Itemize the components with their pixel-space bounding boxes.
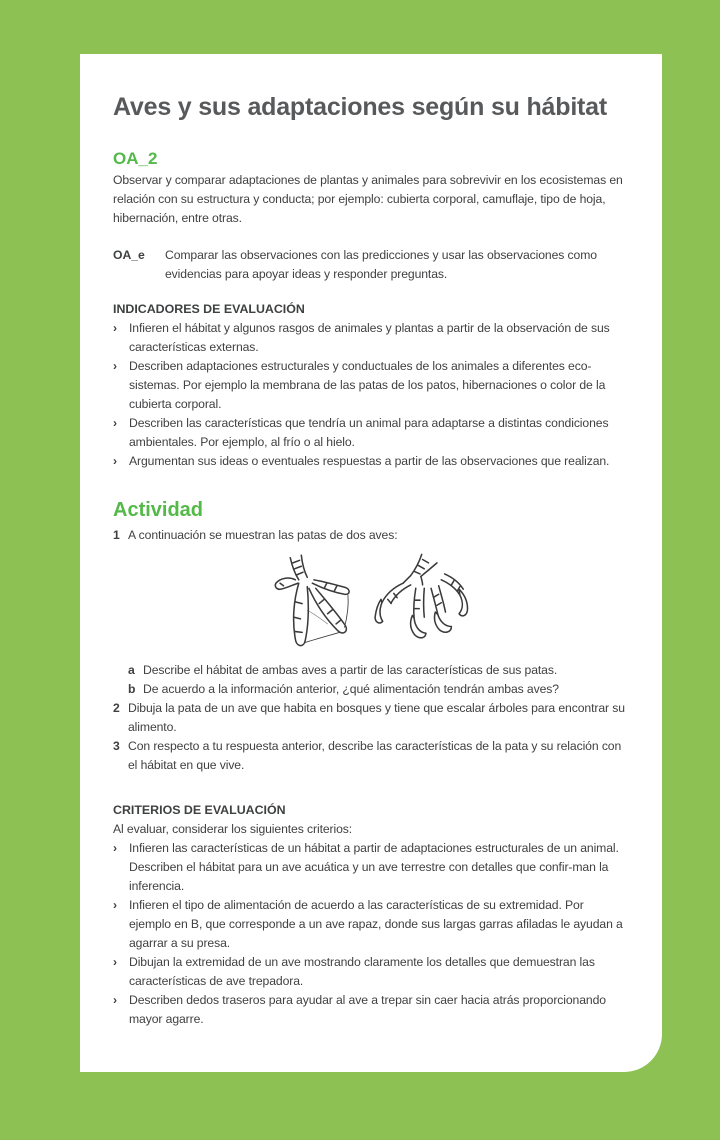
bird-feet-svg — [262, 551, 478, 657]
indicador-item — [113, 452, 626, 471]
actividad-subitem-b — [128, 680, 626, 699]
chevron-bullet: › — [113, 993, 117, 1007]
criterio-item — [113, 991, 626, 1029]
item-number: 2 — [113, 701, 120, 715]
taloned-foot-drawing — [375, 554, 467, 637]
indicador-text: Describen adaptaciones estructurales y conductuales de los animales a diferentes eco-sistemas. Por ejemplo la membrana de las patas de los patos, hibernaciones o color de la cubierta corporal. — [129, 359, 606, 411]
chevron-bullet: › — [113, 359, 117, 373]
actividad-heading: Actividad — [113, 499, 204, 521]
item-text: De acuerdo a la información anterior, ¿qué alimentación tendrán ambas aves? — [143, 682, 559, 696]
webbed-foot-drawing — [275, 555, 349, 645]
indicadores-heading: INDICADORES DE EVALUACIÓN — [113, 302, 305, 316]
criterio-text: Infieren el tipo de alimentación de acuerdo a las características de su extremidad. Por ejemplo en B, que corresponde a un ave rapaz, donde sus largas garras afiladas le ayudan a agarrar a su presa. — [129, 898, 623, 950]
item-text: Describe el hábitat de ambas aves a partir de las características de sus patas. — [143, 663, 558, 677]
oa2-heading: OA_2 — [113, 149, 158, 168]
content-card — [80, 54, 662, 1072]
item-number: 3 — [113, 739, 120, 753]
indicador-item — [113, 414, 626, 452]
chevron-bullet: › — [113, 321, 117, 335]
item-text: Dibuja la pata de un ave que habita en bosques y tiene que escalar árboles para encontrar su alimento. — [128, 701, 625, 734]
item-letter: b — [128, 682, 136, 696]
oae-body: Comparar las observaciones con las predicciones y usar las observaciones como evidencias para apoyar ideas y responder preguntas. — [165, 248, 597, 281]
chevron-bullet: › — [113, 841, 117, 855]
item-letter: a — [128, 663, 135, 677]
criterios-heading: CRITERIOS DE EVALUACIÓN — [113, 803, 286, 817]
criterio-item — [113, 839, 626, 896]
actividad-item-1 — [113, 526, 626, 545]
page-title: Aves y sus adaptaciones según su hábitat — [113, 93, 608, 121]
criterio-text: Dibujan la extremidad de un ave mostrando claramente los detalles que demuestran las características de ave trepadora. — [129, 955, 595, 988]
chevron-bullet: › — [113, 955, 117, 969]
item-number: 1 — [113, 528, 120, 542]
actividad-item-3 — [113, 737, 626, 775]
indicador-text: Describen las características que tendría un animal para adaptarse a distintas condiciones ambientales. Por ejemplo, al frío o al hielo. — [129, 416, 609, 449]
indicador-text: Argumentan sus ideas o eventuales respuestas a partir de las observaciones que realizan. — [129, 454, 610, 468]
chevron-bullet: › — [113, 898, 117, 912]
oae-row — [113, 246, 626, 284]
indicador-text: Infieren el hábitat y algunos rasgos de animales y plantas a partir de la observación de sus características externas. — [129, 321, 610, 354]
actividad-subitem-a — [128, 661, 626, 680]
chevron-bullet: › — [113, 454, 117, 468]
oae-label: OA_e — [113, 248, 145, 262]
item-text: Con respecto a tu respuesta anterior, describe las características de la pata y su relación con el hábitat en que vive. — [128, 739, 622, 772]
criterio-text: Describen dedos traseros para ayudar al ave a trepar sin caer hacia atrás proporcionando mayor agarre. — [129, 993, 606, 1026]
oa2-body: Observar y comparar adaptaciones de plantas y animales para sobrevivir en los ecosistemas en relación con su estructura y conducta; por ejemplo: cubierta corporal, camuflaje, tipo de hoja, hibernación, entre otras. — [113, 173, 623, 225]
indicador-item — [113, 319, 626, 357]
criterio-item — [113, 953, 626, 991]
criterio-text: Infieren las características de un hábitat a partir de adaptaciones estructurales de un animal. Describen el hábitat para un ave acuática y un ave terrestre con detalles que confir-man la inferencia. — [129, 841, 619, 893]
item-text: A continuación se muestran las patas de dos aves: — [128, 528, 398, 542]
chevron-bullet: › — [113, 416, 117, 430]
criterio-item — [113, 896, 626, 953]
bird-feet-illustration — [262, 551, 478, 657]
indicador-item — [113, 357, 626, 414]
criterios-intro: Al evaluar, considerar los siguientes criterios: — [113, 822, 353, 836]
actividad-item-2 — [113, 699, 626, 737]
